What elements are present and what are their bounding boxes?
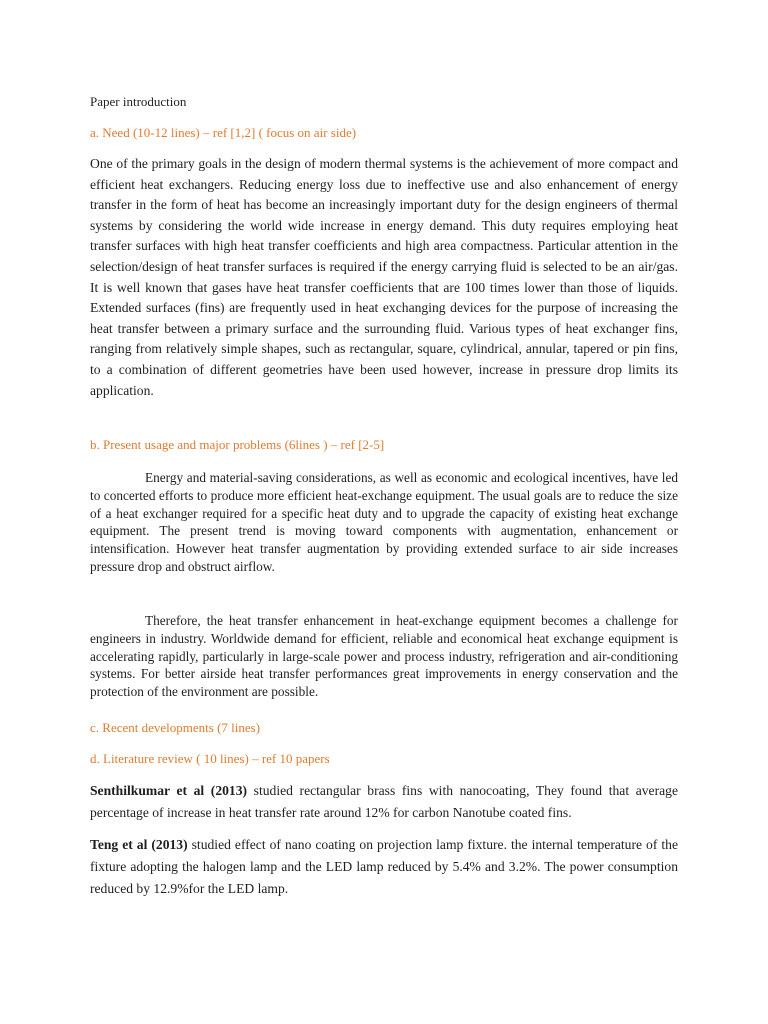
document-title: Paper introduction	[90, 94, 187, 109]
literature-entry	[90, 834, 678, 900]
section-heading-literature: d. Literature review ( 10 lines) – ref 10 papers	[90, 751, 330, 766]
literature-entry	[90, 780, 678, 824]
section-heading-recent: c. Recent developments (7 lines)	[90, 720, 261, 735]
paragraph-need: One of the primary goals in the design of modern thermal systems is the achievement of more compact and efficient heat exchangers. Reducing energy loss due to ineffective use and also enhancement of energy transfer in the form of heat has become an increasingly important duty for the design engineers of thermal systems by considering the world wide increase in energy demand. This duty requires employing heat transfer surfaces with high heat transfer coefficients and high area compactness. Particular attention in the selection/design of heat transfer surfaces is required if the energy carrying fluid is selected to be an air/gas. It is well known that gases have heat transfer coefficients that are 100 times lower than those of liquids. Extended surfaces (fins) are frequently used in heat exchanging devices for the purpose of increasing the heat transfer between a primary surface and the surrounding fluid. Various types of heat exchanger fins, ranging from relatively simple shapes, such as rectangular, square, cylindrical, annular, tapered or pin fins, to a combination of different geometries have been used however, increase in pressure drop limits its application.	[90, 156, 678, 398]
paragraph-usage-2: Therefore, the heat transfer enhancement in heat-exchange equipment becomes a challenge for engineers in industry. Worldwide demand for efficient, reliable and economical heat exchange equipment is accelerating rapidly, particularly in large-scale power and process industry, refrigeration and air-conditioning systems. For better airside heat transfer performances great improvements in energy conservation and the protection of the environment are possible.	[90, 613, 678, 700]
literature-text: studied effect of nano coating on projection lamp fixture. the internal temperature of the fixture adopting the halogen lamp and the LED lamp reduced by 5.4% and 3.2%. The power consumption reduced by 12.9%for the LED lamp.	[90, 837, 678, 896]
literature-text: studied rectangular brass fins with nanocoating, They found that average percentage of increase in heat transfer rate around 12% for carbon Nanotube coated fins.	[90, 783, 678, 820]
literature-author: Senthilkumar et al (2013)	[90, 783, 248, 798]
literature-author: Teng et al (2013)	[90, 837, 188, 852]
paragraph-usage-1: Energy and material-saving considerations, as well as economic and ecological incentives, have led to concerted efforts to produce more efficient heat-exchange equipment. The usual goals are to reduce the size of a heat exchanger required for a specific heat duty and to upgrade the capacity of existing heat exchange equipment. The present trend is moving toward components with augmentation, enhancement or intensification. However heat transfer augmentation by providing extended surface to air side increases pressure drop and obstruct airflow.	[90, 470, 678, 574]
section-heading-need: a. Need (10-12 lines) – ref [1,2] ( focus on air side)	[90, 125, 357, 140]
section-heading-usage: b. Present usage and major problems (6lines ) – ref [2-5]	[90, 437, 385, 452]
